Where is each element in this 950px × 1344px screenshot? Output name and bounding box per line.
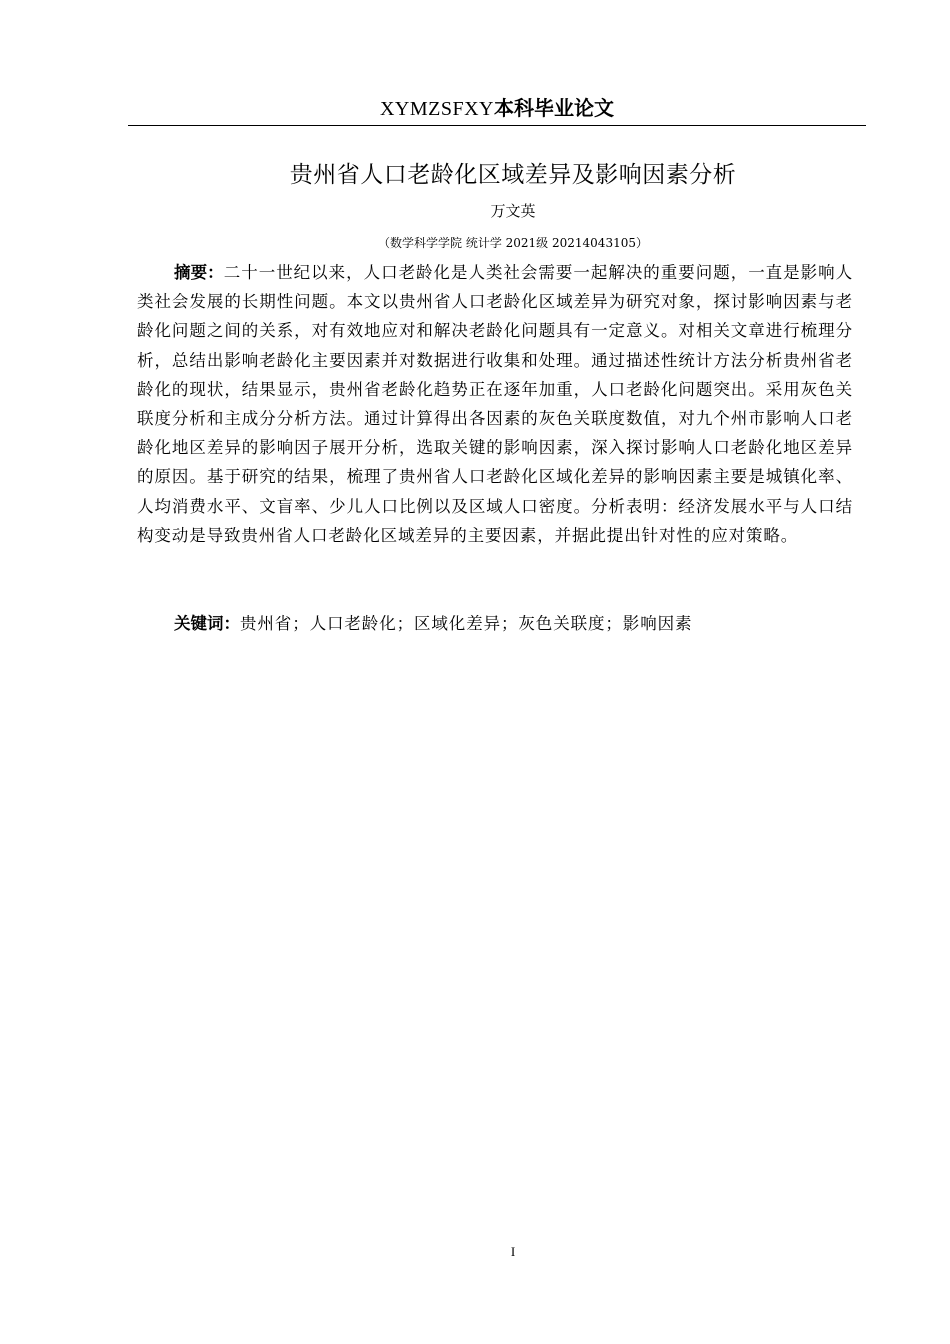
author-affiliation: （数学科学学院 统计学 2021级 20214043105） <box>378 236 648 250</box>
header-thesis-type: 本科毕业论文 <box>494 96 615 120</box>
abstract-paragraph <box>137 258 853 550</box>
keywords-label: 关键词： <box>174 614 240 633</box>
page-number: I <box>510 1244 516 1259</box>
abstract-text: 二十一世纪以来，人口老龄化是人类社会需要一起解决的重要问题，一直是影响人类社会发展的长期性问题。本文以贵州省人口老龄化区域差异为研究对象，探讨影响因素与老龄化问题之间的关系，对有效地应对和解决老龄化问题具有一定意义。对相关文章进行梳理分析，总结出影响老龄化主要因素并对数据进行收集和处理。通过描述性统计方法分析贵州省老龄化的现状，结果显示，贵州省老龄化趋势正在逐年加重，人口老龄化问题突出。采用灰色关联度分析和主成分分析方法。通过计算得出各因素的灰色关联度数值，对九个州市影响人口老龄化地区差异的影响因子展开分析，选取关键的影响因素，深入探讨影响人口老龄化地区差异的原因。基于研究的结果，梳理了贵州省人口老龄化区域化差异的影响因素主要是城镇化率、人均消费水平、文盲率、少儿人口比例以及区域人口密度。分析表明：经济发展水平与人口结构变动是导致贵州省人口老龄化区域差异的主要因素，并据此提出针对性的应对策略。 <box>137 263 853 545</box>
keywords-text: 贵州省；人口老龄化；区域化差异；灰色关联度；影响因素 <box>240 614 693 633</box>
header-school-code: XYMZSFXY <box>379 98 495 120</box>
page-header <box>128 93 866 126</box>
paper-title: 贵州省人口老龄化区域差异及影响因素分析 <box>289 162 737 188</box>
keywords-paragraph <box>137 609 853 638</box>
paper-author: 万文英 <box>490 202 536 220</box>
abstract-label: 摘要： <box>174 263 224 282</box>
